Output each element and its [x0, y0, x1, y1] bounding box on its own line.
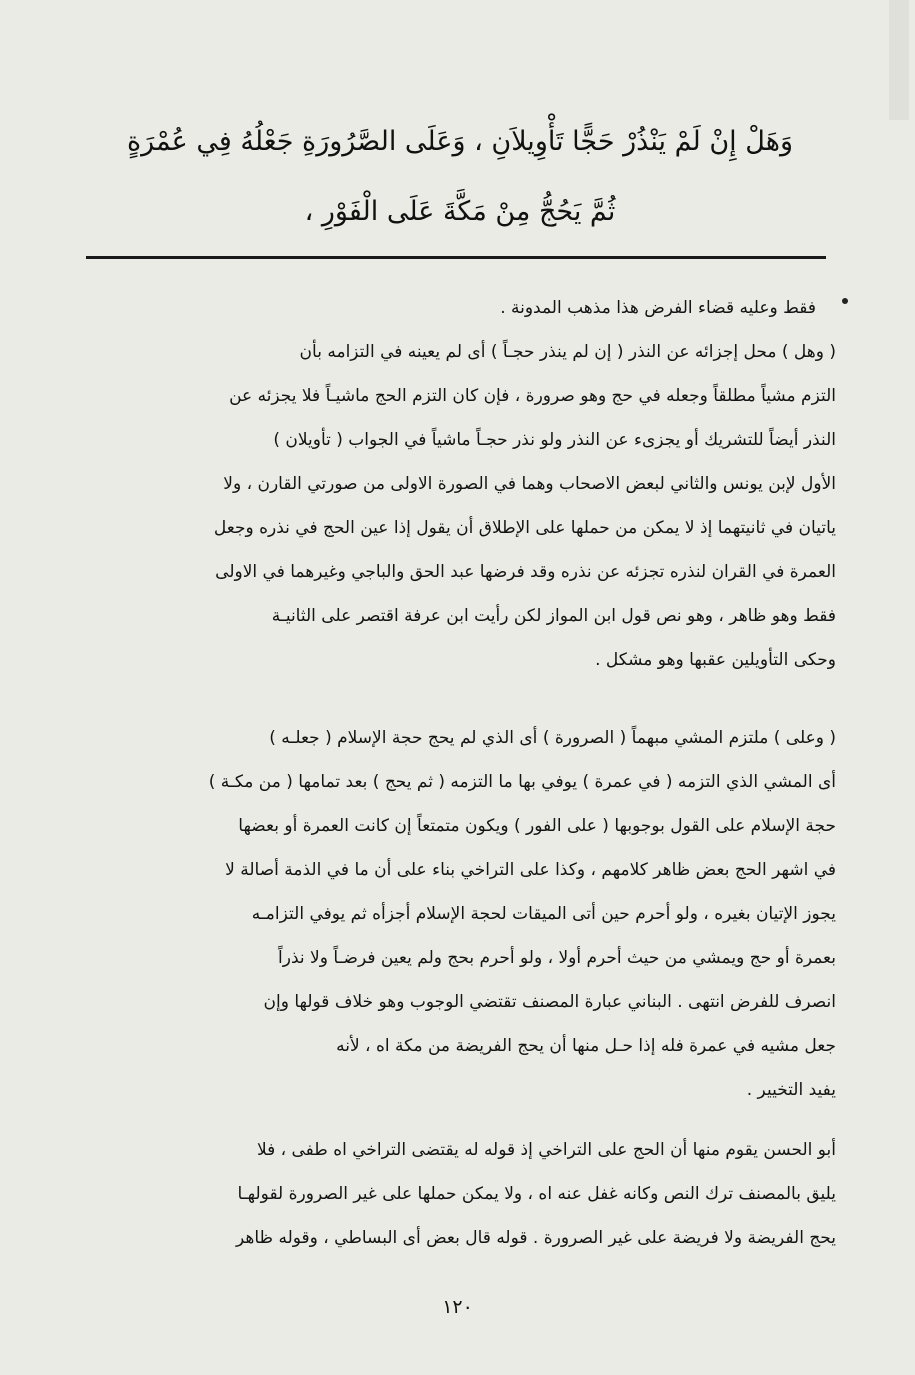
- text-line: يجوز الإتيان بغيره ، ولو أحرم حين أتى الميقات لحجة الإسلام أجزأه ثم يوفي التزامـه: [251, 904, 836, 924]
- text-line: يليق بالمصنف ترك النص وكانه غفل عنه اه ، ولا يمكن حملها على غير الصرورة لقولهـا: [237, 1184, 836, 1204]
- section-divider: [86, 256, 826, 259]
- text-line: فقط وهو ظاهر ، وهو نص قول ابن المواز لكن رأيت ابن عرفة اقتصر على الثانيـة: [271, 606, 836, 626]
- page-number: ١٢٠: [442, 1296, 473, 1318]
- text-line: أى المشي الذي التزمه ( في عمرة ) يوفي بها ما التزمه ( ثم يحج ) بعد تمامها ( من مكـة ): [208, 772, 836, 792]
- text-line: يحج الفريضة ولا فريضة على غير الصرورة . قوله قال بعض أى البساطي ، وقوله ظاهر: [236, 1228, 836, 1248]
- text-line: ياتيان في ثانيتهما إذ لا يمكن من حملها على الإطلاق أن يقول إذا عين الحج في نذره وجعل: [213, 518, 836, 538]
- text-line: في اشهر الحج بعض ظاهر كلامهم ، وكذا على التراخي بناء على أن ما في الذمة أصالة لا: [225, 860, 836, 880]
- text-line: حجة الإسلام على القول بوجوبها ( على الفور ) ويكون متمتعاً إن كانت العمرة أو بعضها: [238, 816, 836, 836]
- verse-line-2: ثُمَّ يَحُجُّ مِنْ مَكَّةَ عَلَى الْفَوْرِ ،: [304, 196, 616, 227]
- text-line: الأول لإبن يونس والثاني لبعض الاصحاب وهما في الصورة الاولى من صورتي القارن ، ولا: [223, 474, 836, 494]
- text-line: جعل مشيه في عمرة فله إذا حـل منها أن يحج الفريضة من مكة اه ، لأنه: [336, 1036, 836, 1056]
- text-line: أبو الحسن يقوم منها أن الحج على التراخي إذ قوله له يقتضى التراخي اه طفى ، فلا: [256, 1140, 836, 1160]
- text-line: العمرة في القران لنذره تجزئه عن نذره وقد فرضها عبد الحق والباجي وغيرهما في الاولى: [215, 562, 836, 582]
- text-line: ( وعلى ) ملتزم المشي مبهماً ( الصرورة ) أى الذي لم يحج حجة الإسلام ( جعلـه ): [269, 728, 836, 748]
- verse-line-1: وَهَلْ إِنْ لَمْ يَنْذُرْ حَجًّا تَأْوِيلاَنِ ، وَعَلَى الصَّرُورَةِ جَعْلُهُ فِي عُمْرَةٍ: [127, 126, 793, 157]
- text-line: انصرف للفرض انتهى . البناني عبارة المصنف تقتضي الوجوب وهو خلاف قولها وإن: [263, 992, 836, 1012]
- text-line: بعمرة أو حج ويمشي من حيث أحرم أولا ، ولو أحرم بحج ولم يعين فرضـاً ولا نذراً: [278, 948, 836, 968]
- text-line: يفيد التخيير .: [746, 1080, 836, 1100]
- commentary-paragraph-2: [96, 330, 836, 682]
- commentary-paragraph-3: [96, 716, 836, 1112]
- text-line: النذر أيضاً للتشريك أو يجزىء عن النذر ولو نذر حجـاً ماشياً في الجواب ( تأويلان ): [273, 430, 836, 450]
- text-line: فقط وعليه قضاء الفرض هذا مذهب المدونة .: [500, 298, 816, 318]
- text-line: التزم مشياً مطلقاً وجعله في حج وهو صرورة ، فإن كان التزم الحج ماشيـاً فلا يجزئه عن: [229, 386, 836, 406]
- text-line: ( وهل ) محل إجزائه عن النذر ( إن لم ينذر حجـاً ) أى لم يعينه في التزامه بأن: [299, 342, 836, 362]
- commentary-paragraph-4: [96, 1128, 836, 1260]
- page-edge-shadow: [889, 0, 909, 120]
- bullet-marker: [842, 298, 848, 304]
- commentary-paragraph-1: [96, 286, 816, 330]
- text-line: وحكى التأويلين عقبها وهو مشكل .: [595, 650, 836, 670]
